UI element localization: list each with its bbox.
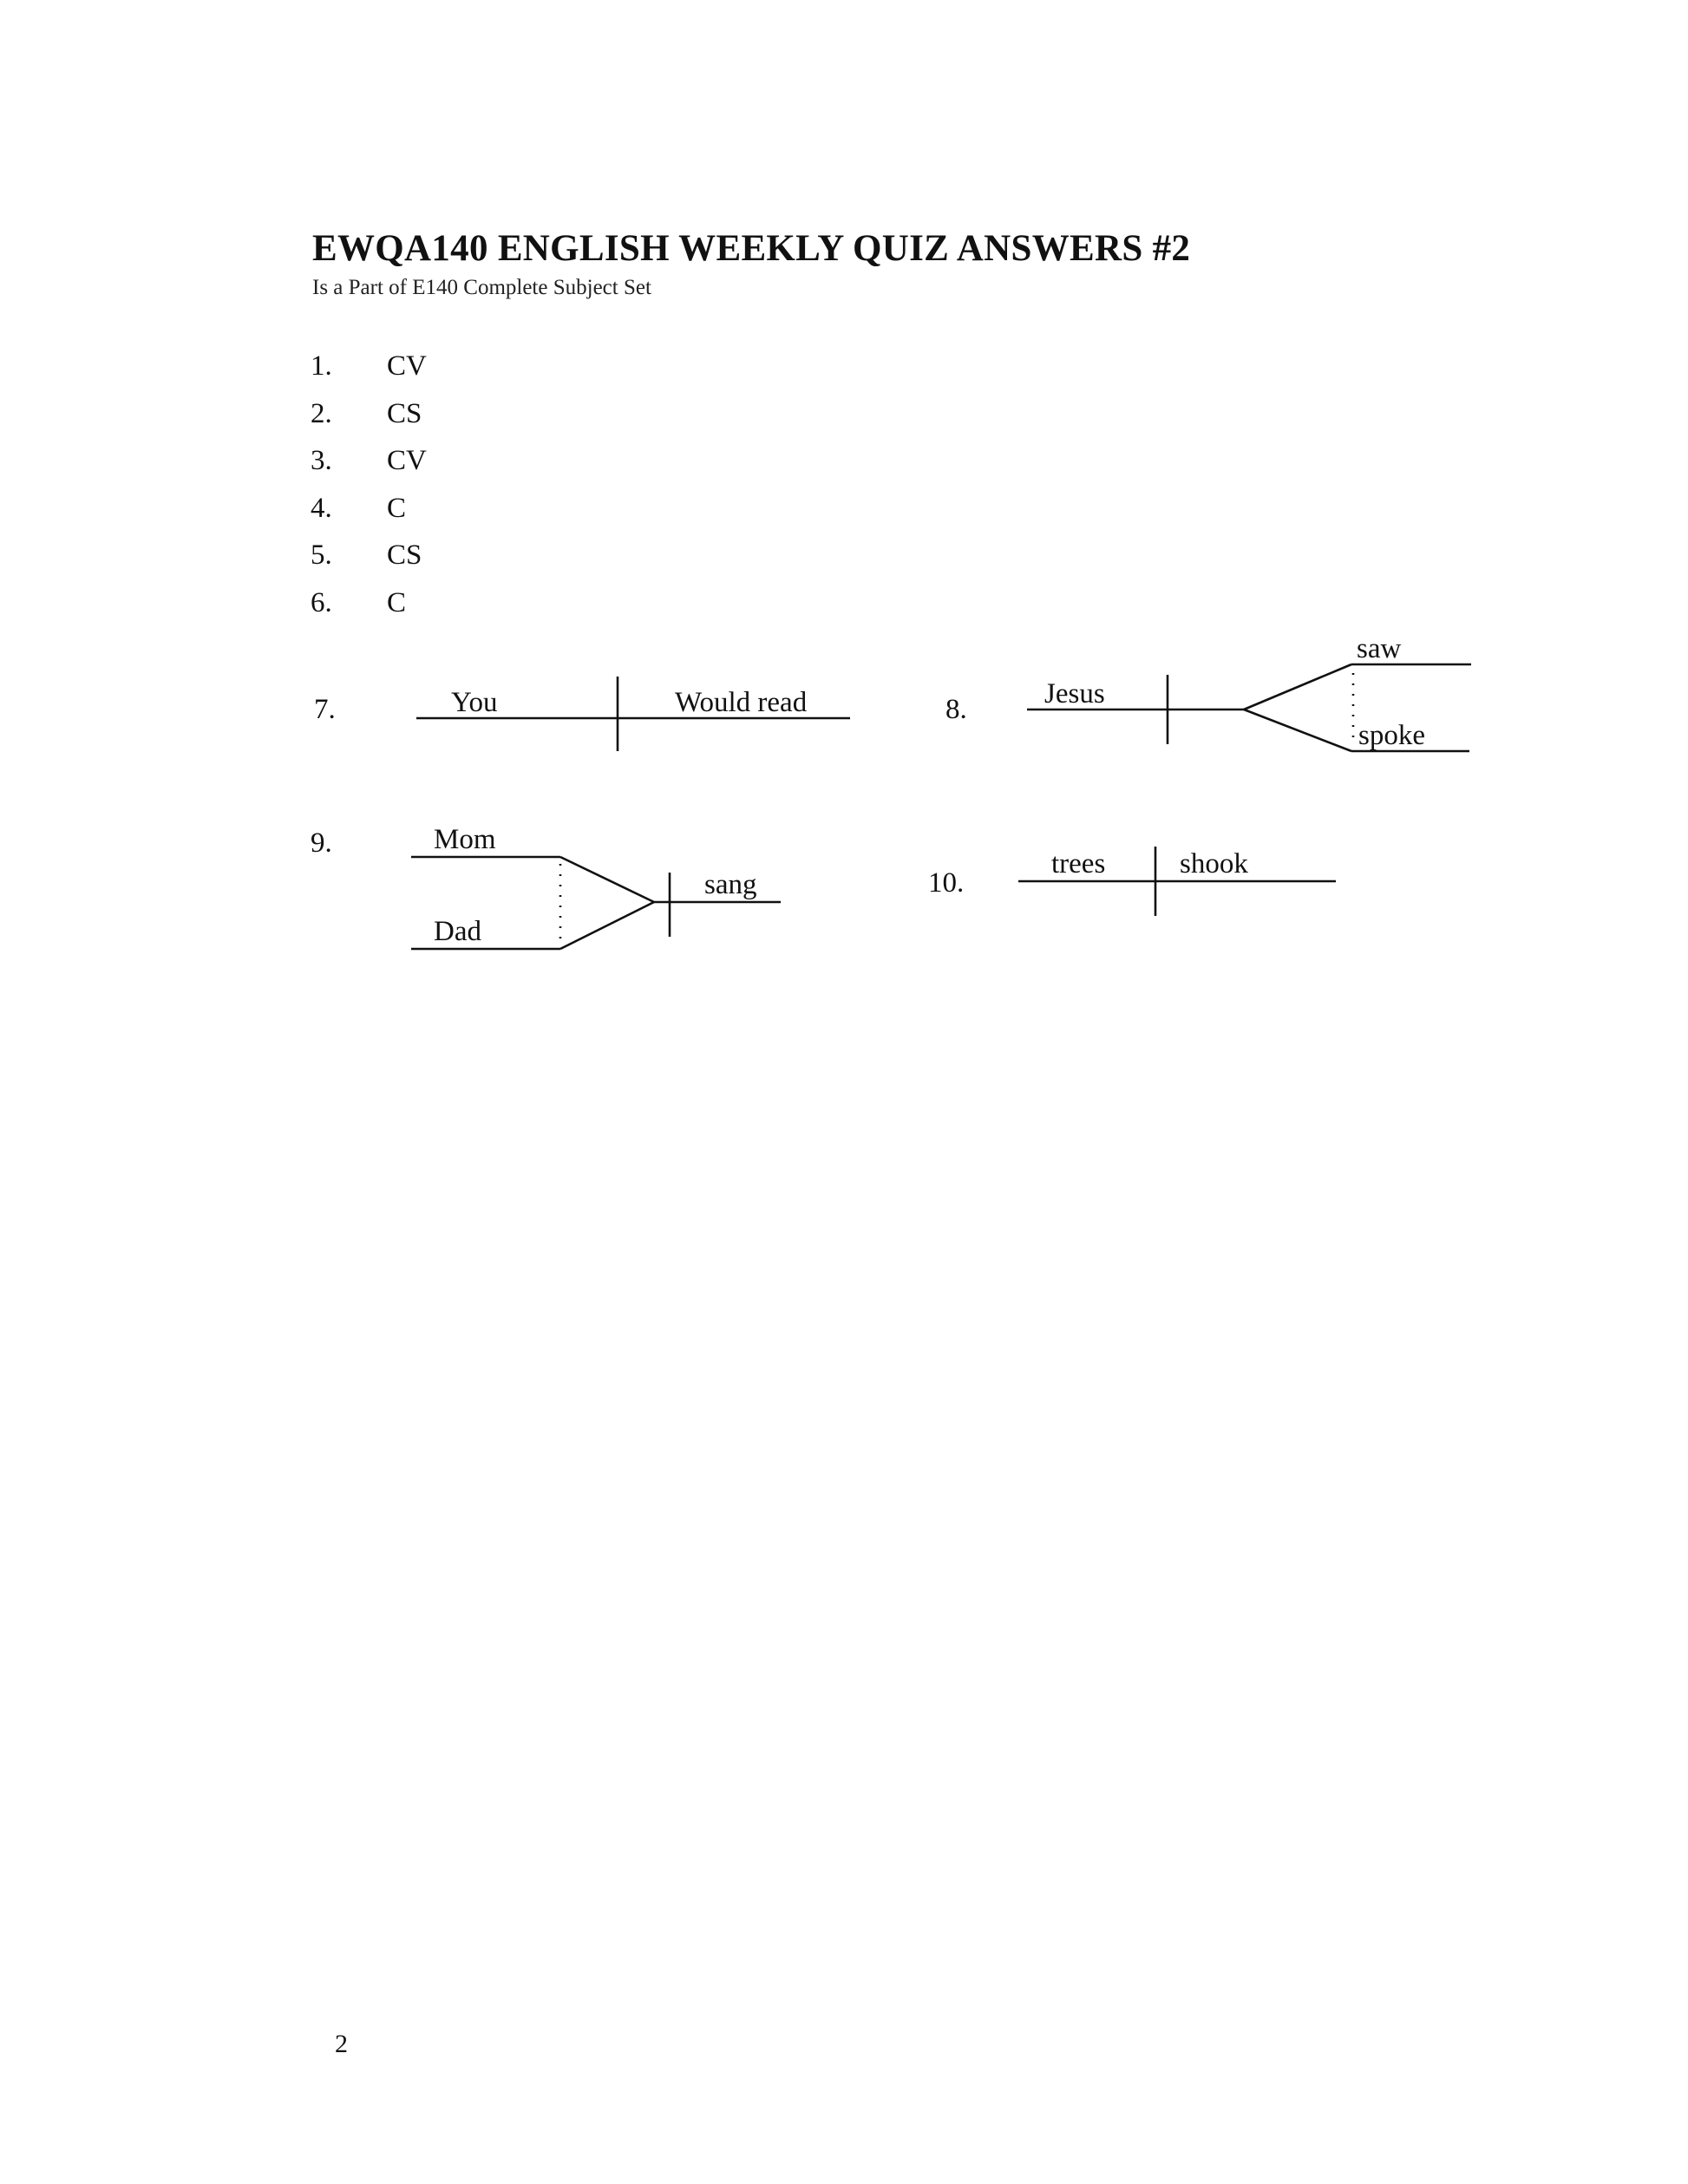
fork-lower	[1244, 709, 1351, 751]
q8-verb-bottom: spoke	[1358, 720, 1425, 751]
q10-subject: trees	[1051, 848, 1106, 879]
q7-verb: Would read	[675, 687, 808, 718]
diagram-q7	[408, 668, 859, 763]
answer-value: CS	[387, 539, 422, 572]
answer-value: CV	[387, 445, 427, 477]
fork-upper	[1244, 664, 1351, 709]
answer-number: 2.	[311, 397, 332, 429]
fork-upper	[560, 857, 654, 902]
answer-value: CS	[387, 397, 422, 429]
q9-subject-bottom: Dad	[434, 916, 481, 947]
answer-value: C	[387, 586, 407, 618]
question-8-number: 8.	[945, 694, 967, 725]
q8-verb-top: saw	[1357, 633, 1402, 664]
answer-value: C	[387, 492, 407, 524]
answer-number: 4.	[311, 492, 332, 524]
diagram-q10	[1015, 841, 1345, 928]
answer-number: 5.	[311, 539, 332, 572]
diagram-q8	[1024, 633, 1492, 772]
answer-value: CV	[387, 350, 427, 382]
q8-subject: Jesus	[1044, 678, 1105, 709]
question-9-number: 9.	[311, 827, 332, 859]
q9-verb: sang	[704, 869, 757, 900]
page-subtitle: Is a Part of E140 Complete Subject Set	[312, 276, 651, 299]
q9-subject-top: Mom	[434, 824, 496, 855]
answer-number: 6.	[311, 586, 332, 618]
q7-subject: You	[451, 687, 498, 718]
question-10-number: 10.	[928, 867, 965, 899]
answer-number: 1.	[311, 350, 332, 382]
question-7-number: 7.	[314, 694, 336, 725]
q10-verb: shook	[1180, 848, 1248, 879]
page-title: EWQA140 ENGLISH WEEKLY QUIZ ANSWERS #2	[312, 228, 1191, 269]
page-number: 2	[335, 2030, 348, 2058]
answer-number: 3.	[311, 445, 332, 477]
fork-lower	[560, 902, 654, 949]
diagram-q9	[408, 815, 789, 963]
